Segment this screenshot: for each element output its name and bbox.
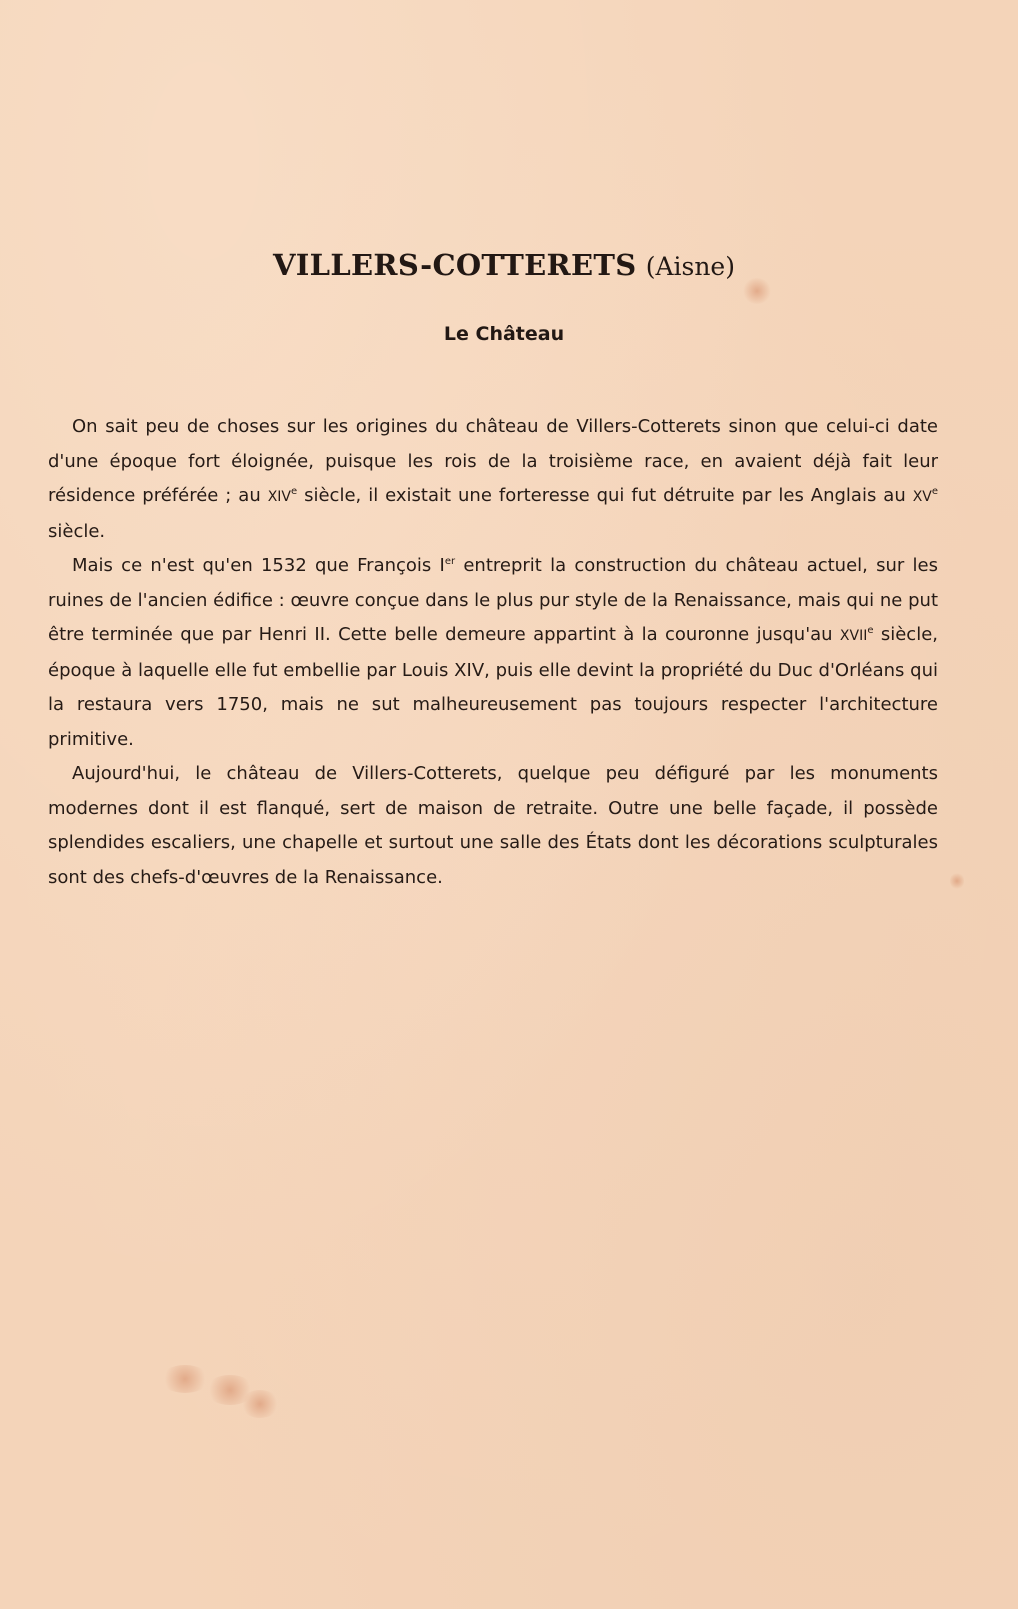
- title-town: VILLERS-COTTERETS: [272, 248, 637, 282]
- body-text: [48, 410, 938, 895]
- paragraph: On sait peu de choses sur les origines du château de Villers-Cotterets sinon que celui-ci date d'une époque fort éloignée, puisque les rois de la troisième race, en avaient déjà fait leur résidence préférée ; au XIVe siècle, il existait une forteresse qui fut détruite par les Anglais au XVe siècle.: [48, 416, 939, 542]
- postcard-back: [48, 0, 960, 1609]
- paragraph: Aujourd'hui, le château de Villers-Cotterets, quelque peu défiguré par les monuments modernes dont il est flanqué, sert de maison de retraite. Outre une belle façade, il possède splendides escaliers, une chapelle et surtout une salle des États dont les décorations sculpturales sont des chefs-d'œuvres de la Renaissance.: [48, 763, 938, 888]
- title-region: (Aisne): [645, 252, 735, 281]
- page-subtitle: Le Château: [443, 323, 565, 345]
- page-title: [48, 245, 960, 287]
- paragraph: Mais ce n'est qu'en 1532 que François Ier entreprit la construction du château actuel, sur les ruines de l'ancien édifice : œuvre conçue dans le plus pur style de la Renaissance, mais qui ne put être terminée que par Henri II. Cette belle demeure appartint à la couronne jusqu'au XVIIe siècle, époque à laquelle elle fut embellie par Louis XIV, puis elle devint la propriété du Duc d'Orléans qui la restaura vers 1750, mais ne sut malheureusement pas toujours respecter l'architecture primitive.: [48, 555, 939, 750]
